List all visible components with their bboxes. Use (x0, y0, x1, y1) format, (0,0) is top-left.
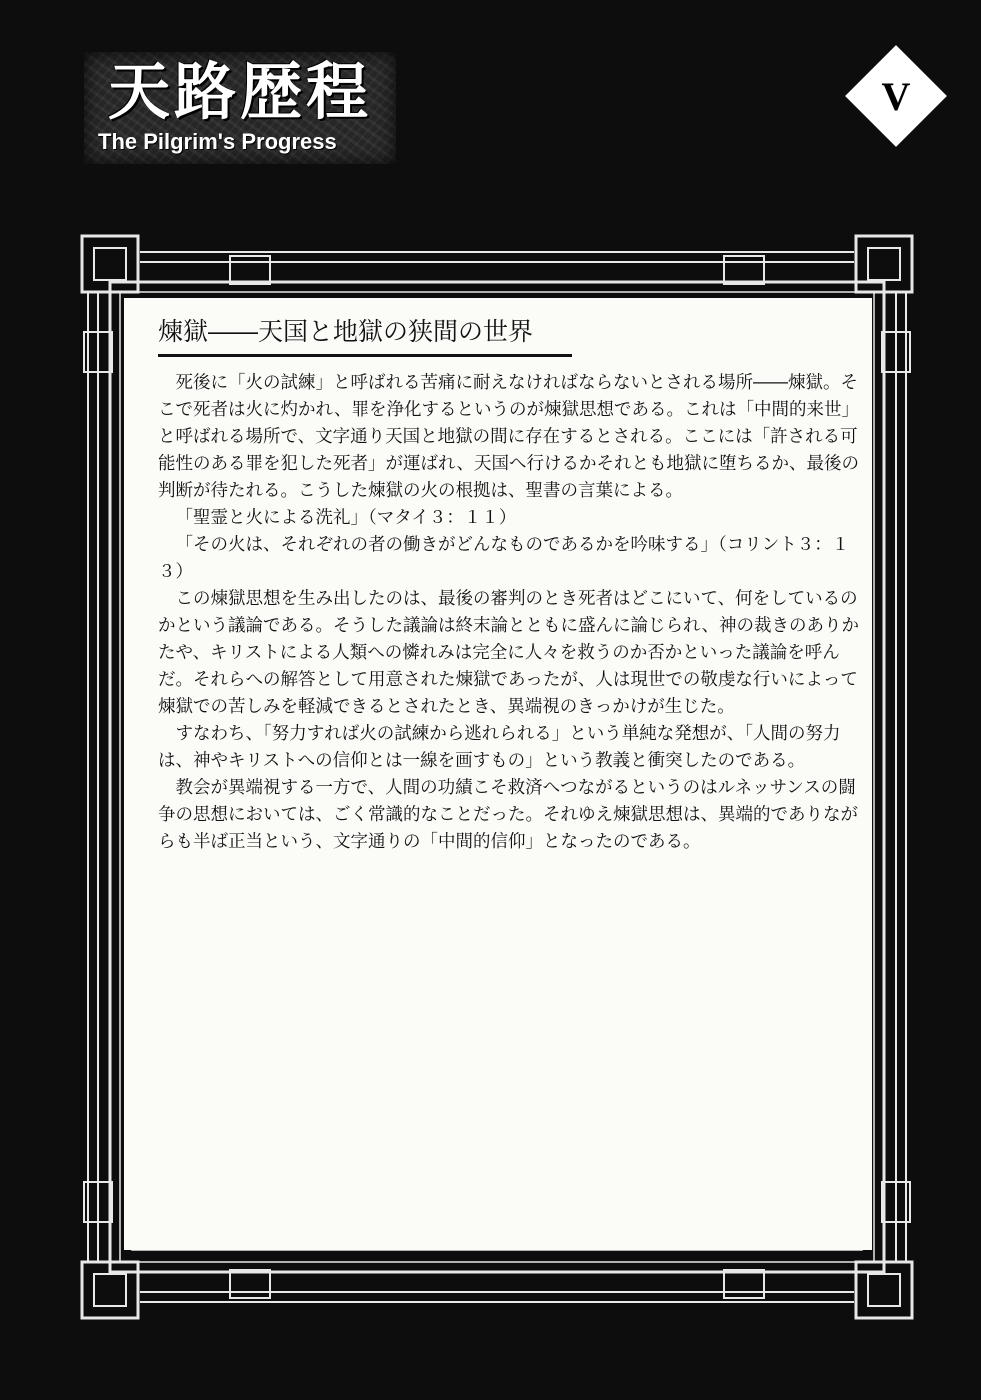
article-body (158, 370, 864, 856)
paragraph: 死後に「火の試練」と呼ばれる苦痛に耐えなければならないとされる場所――煉獄。そこで死者は火に灼かれ、罪を浄化するというのが煉獄思想である。これは「中間的来世」と呼ばれる場所で、文字通り天国と地獄の間に存在するとされる。ここには「許される可能性のある罪を犯した死者」が運ばれ、天国へ行けるかそれとも地獄に堕ちるか、最後の判断が待たれる。こうした煉獄の火の根拠は、聖書の言葉による。 (158, 373, 860, 501)
book-title-english: The Pilgrim's Progress (98, 129, 337, 154)
scripture-quote: 「その火は、それぞれの者の働きがどんなものであるかを吟味する」（コリント３：１３） (158, 535, 850, 582)
paragraph: 教会が異端視する一方で、人間の功績こそ救済へつながるというのはルネッサンスの闘争の思想においては、ごく常識的なことだった。それゆえ煉獄思想は、異端的でありながらも半ば正当という、文字通りの「中間的信仰」となったのである。 (158, 778, 858, 852)
section-title: 煉獄――天国と地獄の狭間の世界 (158, 312, 572, 357)
paragraph: すなわち、「努力すれば火の試練から逃れられる」という単純な発想が、「人間の努力は、神やキリストへの信仰とは一線を画すもの」という教義と衝突したのである。 (158, 724, 841, 771)
paragraph: この煉獄思想を生み出したのは、最後の審判のとき死者はどこにいて、何をしているのかという議論である。そうした議論は終末論とともに盛んに論じられ、神の裁きのありかたや、キリストによる人類への憐れみは完全に人々を救うのか否かといった議論を呼んだ。それらへの解答として用意された煉獄であったが、人は現世での敬虔な行いによって煉獄での苦しみを軽減できるとされたとき、異端視のきっかけが生じた。 (158, 589, 860, 717)
chapter-numeral: V (881, 73, 911, 119)
book-title-japanese: 天路歴程 (108, 55, 373, 128)
scripture-quote: 「聖霊と火による洗礼」（マタイ３：１１） (175, 508, 517, 528)
